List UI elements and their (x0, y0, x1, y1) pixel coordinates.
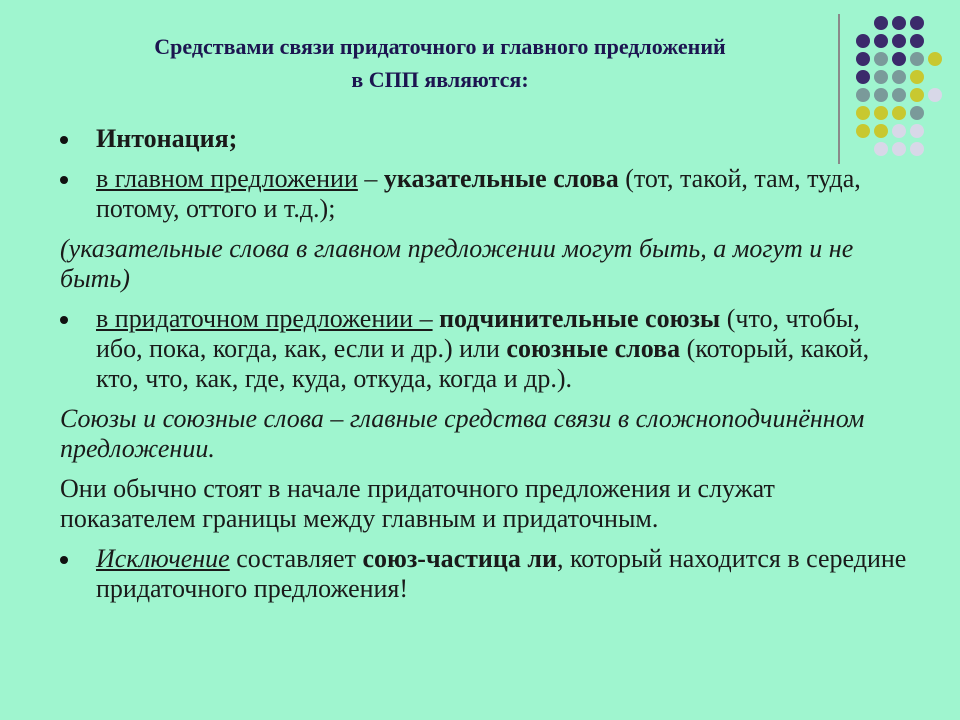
bullet-item-exception (60, 544, 910, 604)
demonstrative-examples: (тот, такой, там, туда, потому, оттого и т.д.); (96, 164, 861, 223)
conjunctions-term: подчинительные союзы (439, 304, 721, 333)
slide-title (40, 30, 840, 96)
decor-dot (874, 70, 888, 84)
decor-dot (892, 16, 906, 30)
decor-dot (856, 52, 870, 66)
bullet-icon (60, 556, 68, 564)
decor-dot (874, 88, 888, 102)
bullet-text: Интонация; (96, 124, 238, 153)
decor-dot (856, 88, 870, 102)
slide-body (60, 124, 910, 614)
decor-dot (910, 34, 924, 48)
decor-dot (874, 34, 888, 48)
decor-dot (856, 34, 870, 48)
decor-dot (892, 106, 906, 120)
subordinate-clause-label: в придаточном предложении – (96, 304, 433, 333)
bullet-icon (60, 316, 68, 324)
decor-dot (910, 52, 924, 66)
decor-dot (928, 88, 942, 102)
main-clause-label: в главном предложении (96, 164, 358, 193)
dash-text: – (357, 164, 384, 193)
bullet-icon (60, 176, 68, 184)
exception-rest: , который находится в середине придаточного предложения! (96, 544, 907, 603)
decor-dot (910, 70, 924, 84)
bullet-item-main-clause (60, 164, 910, 224)
decor-dot (874, 16, 888, 30)
decor-dot (874, 52, 888, 66)
decor-dot (856, 106, 870, 120)
decor-dot (892, 34, 906, 48)
decor-dot (928, 52, 942, 66)
decor-dot (910, 88, 924, 102)
bullet-item-subordinate-clause (60, 304, 910, 394)
particle-term: союз-частица ли (362, 544, 557, 573)
decor-dot (856, 70, 870, 84)
decor-dot (892, 88, 906, 102)
exception-label: Исключение (96, 544, 230, 573)
conjunctive-word-examples: (который, какой, кто, что, как, где, куда, откуда, когда и др.). (96, 334, 870, 393)
bullet-icon (60, 136, 68, 144)
title-line-1: Средствами связи придаточного и главного предложений (154, 34, 726, 59)
demonstrative-words-term: указательные слова (383, 164, 619, 193)
decor-dot (874, 106, 888, 120)
bullet-item-intonation (60, 124, 910, 154)
decor-dot (892, 70, 906, 84)
decor-dot (910, 16, 924, 30)
note-demonstratives: (указательные слова в главном предложении могут быть, а могут и не быть) (60, 234, 854, 293)
decor-dot (910, 142, 924, 156)
decor-dot (910, 124, 924, 138)
conjunctive-words-term: союзные слова (506, 334, 681, 363)
conjunction-examples: (что, чтобы, ибо, пока, когда, как, если и др.) или (96, 304, 860, 363)
paragraph-position: Они обычно стоят в начале придаточного предложения и служат показателем границы между главным и придаточным. (60, 474, 775, 533)
title-line-2: в СПП являются: (351, 67, 529, 92)
exception-text: составляет (229, 544, 363, 573)
decor-dot (892, 52, 906, 66)
note-main-means: Союзы и союзные слова – главные средства связи в сложноподчинённом предложении. (60, 404, 865, 463)
decor-dot (910, 106, 924, 120)
